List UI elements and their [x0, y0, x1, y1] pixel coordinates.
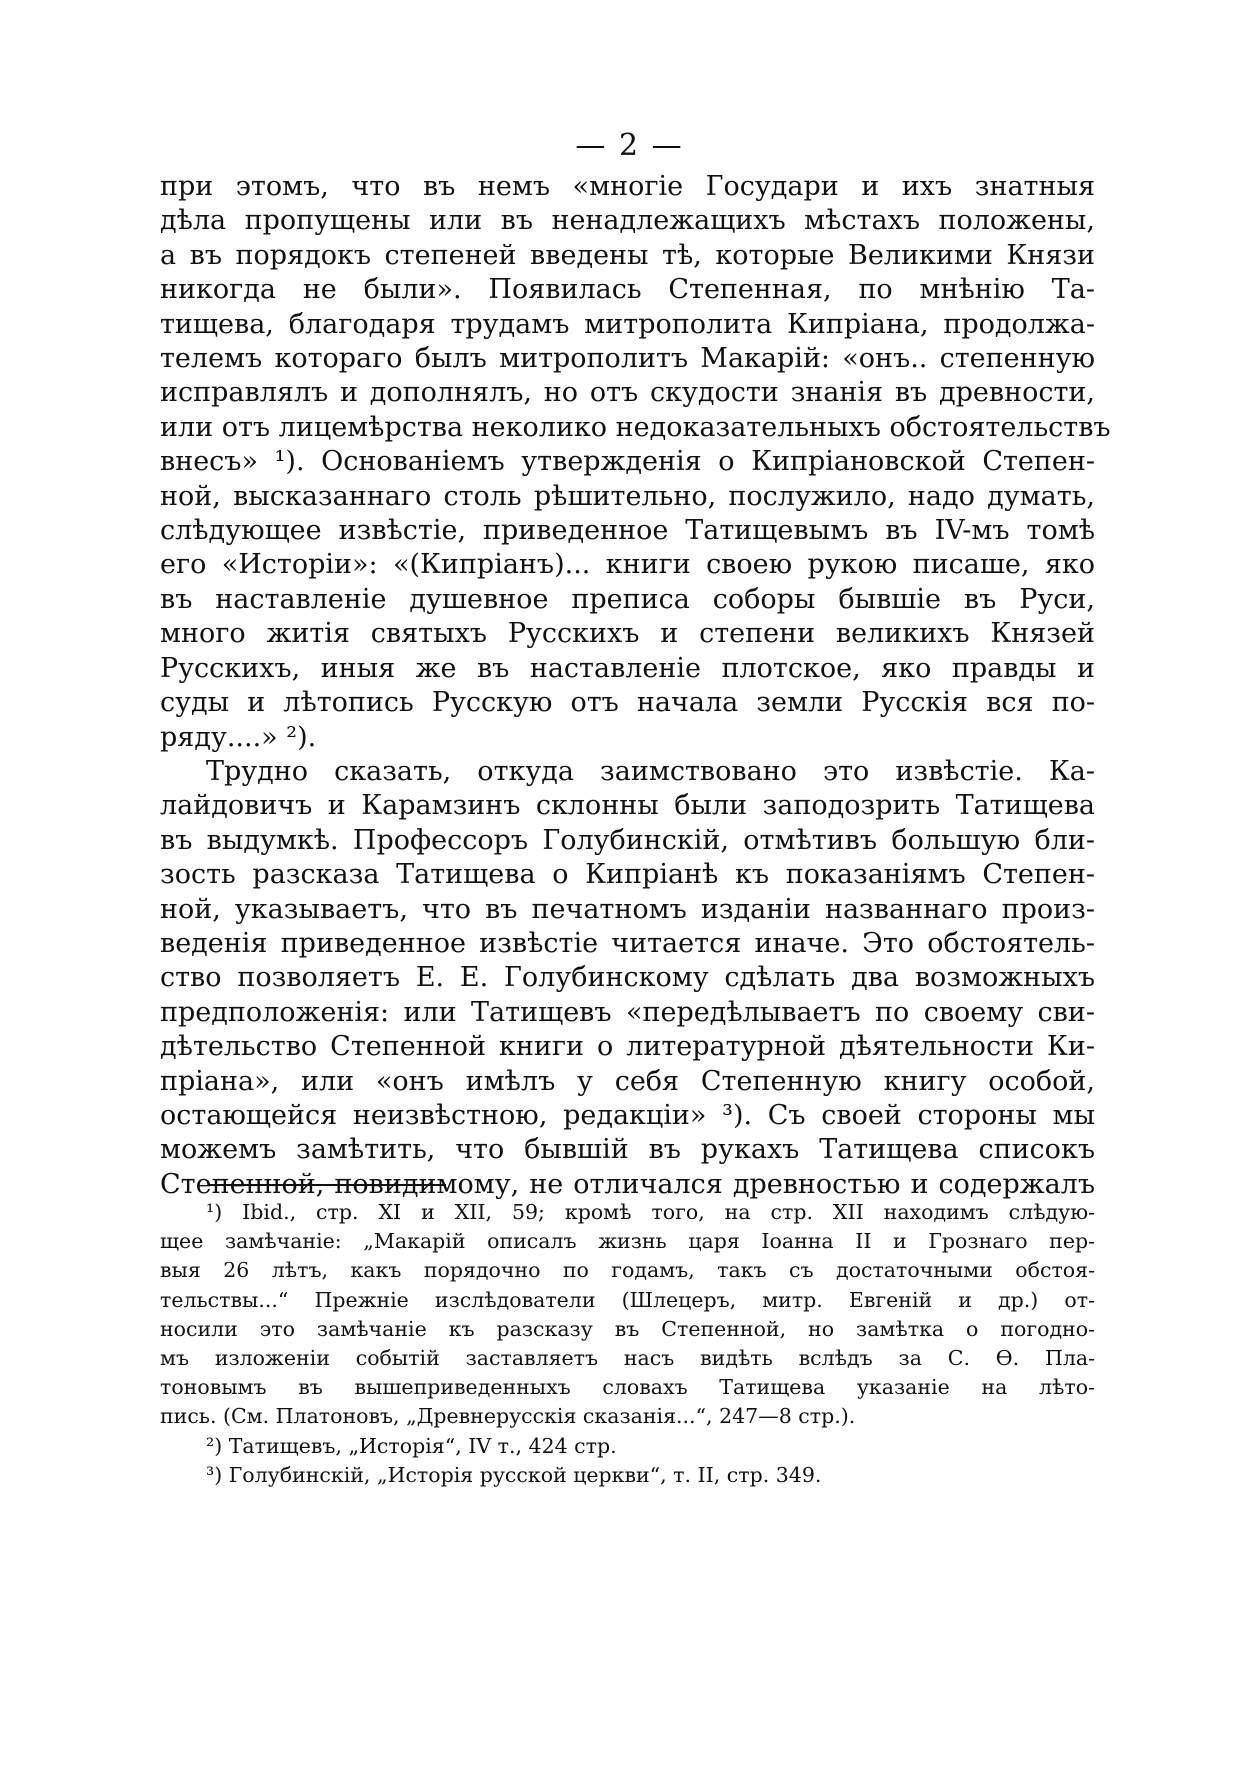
text-line: остающейся неизвѣстною, редакціи» ³). Съ своей стороны мы [160, 1099, 1095, 1131]
text-line: или отъ лицемѣрства неколико недоказательныхъ обстоятельствъ [160, 411, 1111, 443]
footnote-line: носили это замѣчаніе къ разсказу въ Степенной, но замѣтка о погодно- [160, 1316, 1095, 1341]
footnotes [160, 1198, 1095, 1490]
text-line: внесъ» ¹). Основаніемъ утвержденія о Кипріановской Степен- [160, 446, 1095, 478]
text-line: въ наставленіе душевное преписа соборы бывшіе въ Руси, [160, 583, 1095, 615]
text-line: ной, высказаннаго столь рѣшительно, послужило, надо думать, [160, 480, 1095, 512]
text-line: тищева, благодаря трудамъ митрополита Кипріана, продолжа- [160, 308, 1095, 340]
text-line: ной, указываетъ, что въ печатномъ изданіи названнаго произ- [160, 893, 1095, 925]
text-line: никогда не были». Появилась Степенная, по мнѣнію Та- [160, 274, 1095, 306]
footnote-3: ³) Голубинскій, „Исторія русской церкви“, т. II, стр. 349. [206, 1462, 822, 1487]
text-line: его «Исторіи»: «(Кипріанъ)... книги своею рукою писаше, яко [160, 549, 1095, 581]
text-line: можемъ замѣтить, что бывшій въ рукахъ Татищева списокъ [160, 1134, 1095, 1166]
footnote-divider [208, 1184, 446, 1186]
text-line: исправлялъ и дополнялъ, но отъ скудости знанія въ древности, [160, 377, 1095, 409]
footnote-line: тельствы...“ Прежніе изслѣдователи (Шлецеръ, митр. Евгеній и др.) от- [160, 1287, 1095, 1312]
text-line: Трудно сказать, откуда заимствовано это извѣстіе. Ка- [206, 755, 1095, 787]
text-line: пріана», или «онъ имѣлъ у себя Степенную книгу особой, [160, 1065, 1095, 1097]
text-line: веденія приведенное извѣстіе читается иначе. Это обстоятель- [160, 927, 1095, 959]
text-line: ряду....» ²). [160, 721, 317, 753]
text-line: Степенной, повидимому, не отличался древностью и содержалъ [160, 1168, 1095, 1200]
page-number: — 2 — [575, 128, 684, 163]
footnote-2: ²) Татищевъ, „Исторія“, IV т., 424 стр. [206, 1433, 617, 1458]
text-line: предположенія: или Татищевъ «передѣлываетъ по своему сви- [160, 996, 1095, 1028]
text-line: а въ порядокъ степеней введены тѣ, которые Великими Князи [160, 239, 1095, 271]
footnote-line: пись. (См. Платоновъ, „Древнерусскія сказанія...“, 247—8 стр.). [160, 1404, 856, 1429]
footnote-line: ¹) Ibid., стр. XI и XII, 59; кромѣ того, на стр. XII находимъ слѣдую- [206, 1200, 1095, 1224]
text-line: слѣдующее извѣстіе, приведенное Татищевымъ въ IV-мъ томѣ [160, 515, 1095, 547]
text-line: при этомъ, что въ немъ «многіе Государи и ихъ знатныя [160, 171, 1095, 202]
text-line: дѣтельство Степенной книги о литературной дѣятельности Ки- [160, 1031, 1095, 1063]
footnote-line: тоновымъ въ вышеприведенныхъ словахъ Татищева указаніе на лѣто- [160, 1375, 1095, 1400]
text-line: ство позволяетъ Е. Е. Голубинскому сдѣлать два возможныхъ [160, 962, 1095, 994]
text-line: дѣла пропущены или въ ненадлежащихъ мѣстахъ положены, [160, 205, 1095, 237]
text-line: лайдовичъ и Карамзинъ склонны были заподозрить Татищева [160, 790, 1095, 822]
main-text [160, 170, 1111, 1202]
footnote-line: выя 26 лѣтъ, какъ порядочно по годамъ, такъ съ достаточными обстоя- [160, 1258, 1095, 1283]
footnote-1 [160, 1198, 1095, 1432]
text-line: телемъ котораго былъ митрополитъ Макарій: «онъ.. степенную [160, 343, 1095, 375]
footnote-line: мъ изложеніи событій заставляетъ насъ видѣть вслѣдъ за С. Ѳ. Пла- [160, 1346, 1095, 1371]
footnote-line: щее замѣчаніе: „Макарій описалъ жизнь царя Іоанна II и Грознаго пер- [160, 1229, 1095, 1254]
text-line: въ выдумкѣ. Профессоръ Голубинскій, отмѣтивъ большую бли- [160, 824, 1095, 856]
text-line: зость разсказа Татищева о Кипріанѣ къ показаніямъ Степен- [160, 859, 1095, 891]
paragraph-1 [160, 170, 1111, 755]
text-line: суды и лѣтопись Русскую отъ начала земли Русскія вся по- [160, 687, 1095, 719]
text-line: Русскихъ, иныя же въ наставленіе плотское, яко правды и [160, 652, 1095, 684]
text-line: много житія святыхъ Русскихъ и степени великихъ Князей [160, 618, 1095, 650]
paragraph-2 [160, 755, 1095, 1202]
